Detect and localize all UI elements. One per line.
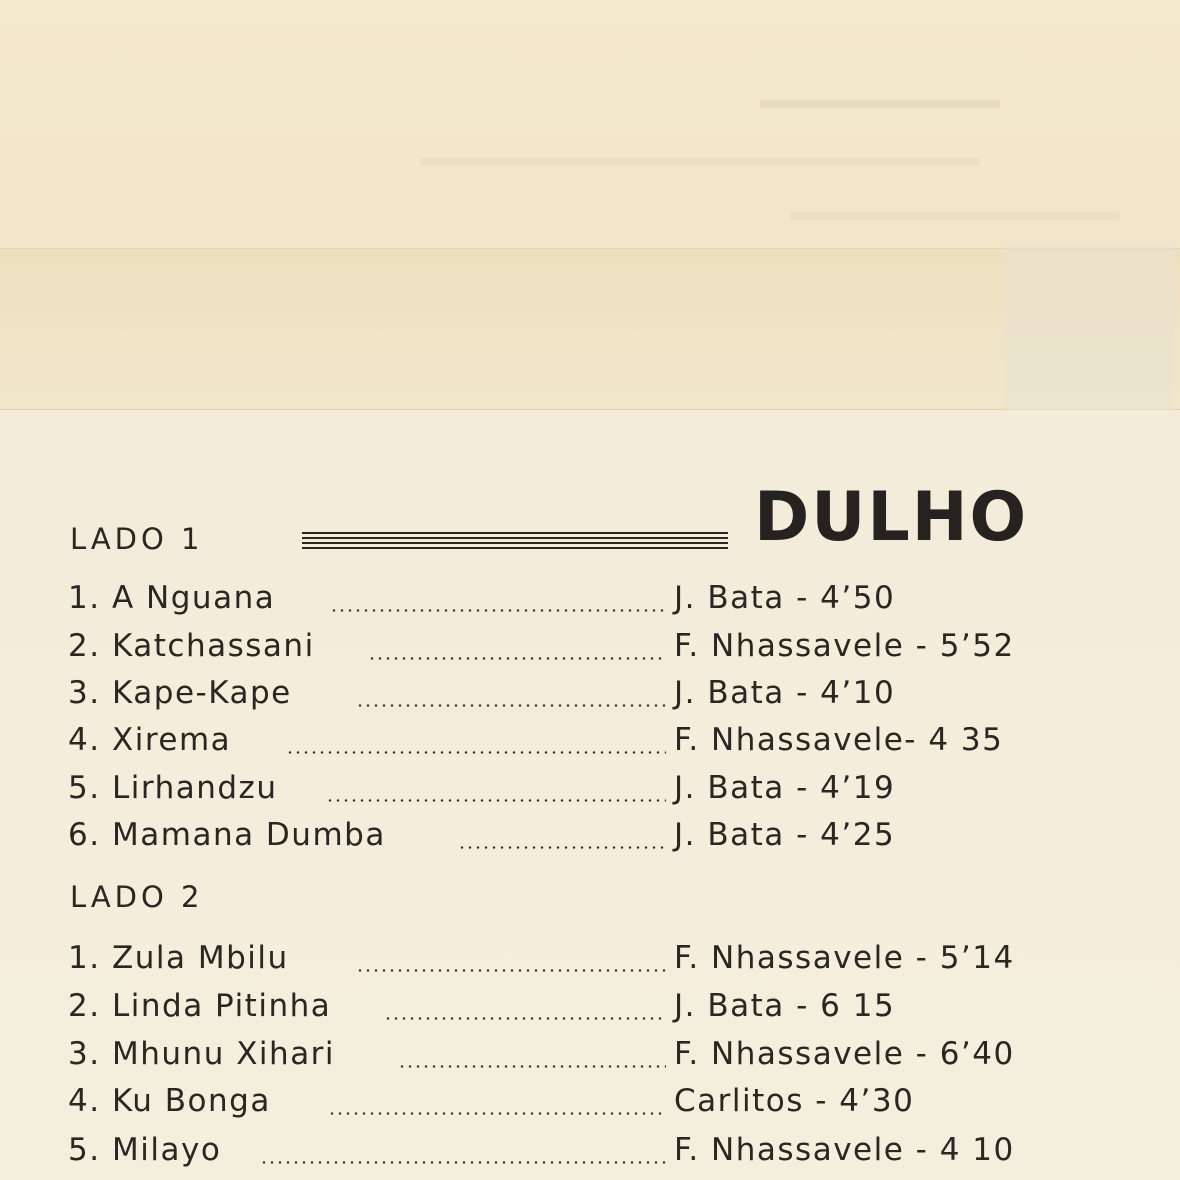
track-credit: F. Nhassavele - 5’52 <box>674 628 1015 664</box>
dot-leader <box>356 704 666 707</box>
faded-print-line <box>760 100 1000 108</box>
track-row <box>68 722 1108 762</box>
track-number: 5. <box>68 770 101 806</box>
dot-leader <box>384 1017 666 1020</box>
track-credit: Carlitos - 4’30 <box>674 1083 915 1119</box>
track-number: 4. <box>68 722 101 758</box>
dot-leader <box>356 969 666 972</box>
track-row <box>68 1083 1108 1123</box>
track-number: 1. <box>68 580 101 616</box>
dot-leader <box>286 751 666 754</box>
track-number: 3. <box>68 675 101 711</box>
track-name: Lirhandzu <box>112 770 278 806</box>
track-name: Linda Pitinha <box>112 988 332 1024</box>
track-credit: J. Bata - 4’10 <box>674 675 896 711</box>
side-label-lado-1: LADO 1 <box>70 522 204 556</box>
track-credit: J. Bata - 6 15 <box>674 988 896 1024</box>
faded-print-line <box>790 212 1120 220</box>
track-name: Mhunu Xihari <box>112 1036 336 1072</box>
track-credit: J. Bata - 4’50 <box>674 580 896 616</box>
side-label-lado-2: LADO 2 <box>70 880 204 914</box>
track-credit: J. Bata - 4’19 <box>674 770 896 806</box>
track-name: Zula Mbilu <box>112 940 289 976</box>
track-name: Mamana Dumba <box>112 817 386 853</box>
dot-leader <box>326 799 666 802</box>
title-rule <box>302 532 728 552</box>
track-row <box>68 988 1108 1028</box>
track-number: 6. <box>68 817 101 853</box>
dot-leader <box>398 1065 666 1068</box>
dot-leader <box>330 609 666 612</box>
track-number: 2. <box>68 988 101 1024</box>
track-credit: F. Nhassavele - 6’40 <box>674 1036 1015 1072</box>
track-name: Milayo <box>112 1132 222 1168</box>
track-credit: F. Nhassavele - 5’14 <box>674 940 1015 976</box>
track-number: 1. <box>68 940 101 976</box>
track-number: 4. <box>68 1083 101 1119</box>
track-name: Xirema <box>112 722 232 758</box>
track-row <box>68 580 1108 620</box>
faded-print-box <box>1004 244 1174 414</box>
dot-leader <box>458 846 666 849</box>
dot-leader <box>368 657 666 660</box>
track-row <box>68 675 1108 715</box>
dot-leader <box>260 1161 666 1164</box>
track-row <box>68 770 1108 810</box>
track-row <box>68 1036 1108 1076</box>
track-number: 5. <box>68 1132 101 1168</box>
track-credit: F. Nhassavele - 4 10 <box>674 1132 1015 1168</box>
track-number: 2. <box>68 628 101 664</box>
track-row <box>68 1132 1108 1172</box>
fold-band <box>0 248 1180 411</box>
faded-print-line <box>420 158 980 166</box>
album-title: DULHO <box>754 478 1029 557</box>
track-name: Kape-Kape <box>112 675 292 711</box>
paper-top-panel <box>0 0 1180 248</box>
track-name: A Nguana <box>112 580 276 616</box>
track-row <box>68 817 1108 857</box>
track-number: 3. <box>68 1036 101 1072</box>
dot-leader <box>328 1112 666 1115</box>
track-credit: F. Nhassavele- 4 35 <box>674 722 1004 758</box>
track-name: Ku Bonga <box>112 1083 271 1119</box>
track-row <box>68 628 1108 668</box>
track-credit: J. Bata - 4’25 <box>674 817 896 853</box>
track-row <box>68 940 1108 980</box>
track-name: Katchassani <box>112 628 315 664</box>
